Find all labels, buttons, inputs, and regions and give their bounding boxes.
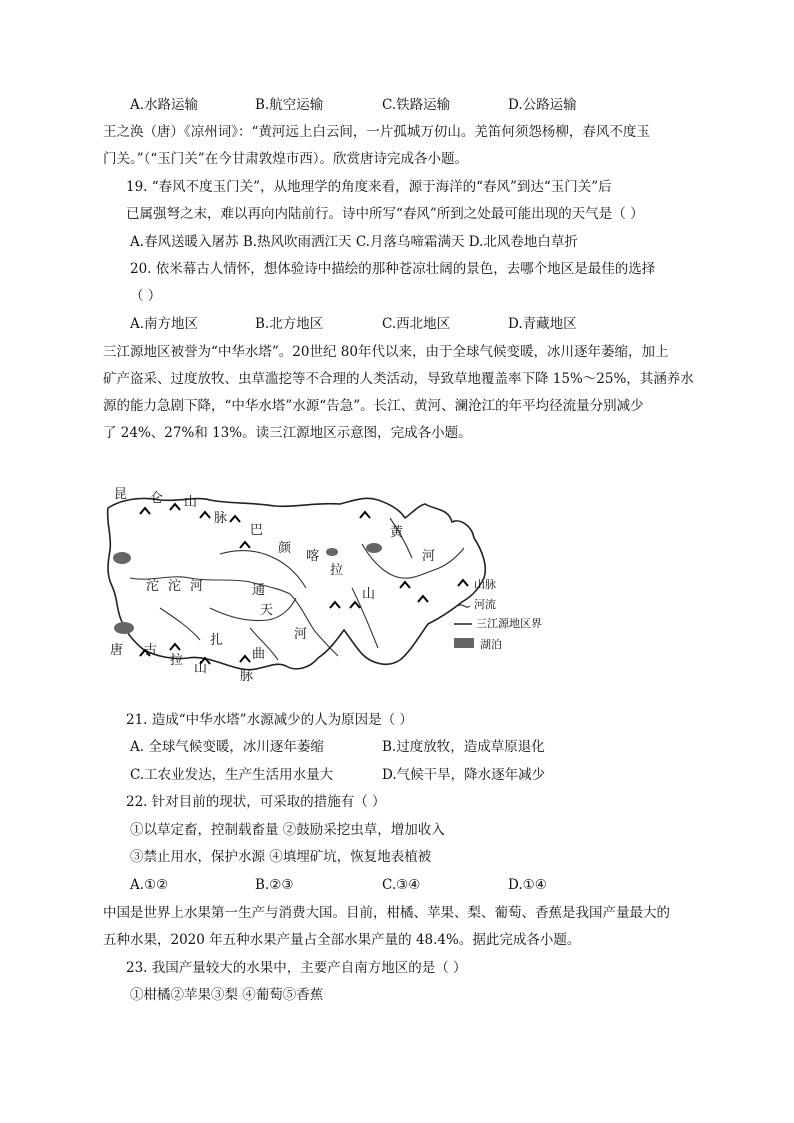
region-boundary	[108, 498, 486, 669]
map-label-tanggula-3: 拉	[170, 653, 184, 668]
lake	[366, 543, 382, 553]
map-legend	[454, 578, 542, 651]
sanjiang-intro-line-1: 三江源地区被誉为“中华水塔”。20世纪 80年代以来，由于全球气候变暖，冰川逐年萎缩，加上	[103, 344, 669, 360]
map-label-huanghe-1: 黄	[390, 525, 404, 540]
q21-option-d: D.气候干旱，降水逐年减少	[382, 767, 546, 783]
branch-river-2	[160, 608, 200, 640]
map-label-kunlun-4: 脉	[214, 511, 228, 526]
map-label-zaqu-2: 曲	[252, 647, 266, 662]
map-label-bayan-2: 颜	[278, 541, 292, 556]
q22-stem: 22. 针对目前的现状，可采取的措施有（ ）	[126, 794, 386, 810]
map-label-zaqu-1: 扎	[210, 633, 224, 648]
q18-option-b: B.航空运输	[255, 97, 324, 113]
sanjiang-intro-line-2: 矿产盗采、过度放牧、虫草滥挖等不合理的人类活动，导致草地覆盖率下降 15%～25%，其涵养水	[103, 371, 694, 387]
mountain-symbol	[140, 504, 428, 664]
legend-mountain-label: 山脉	[474, 578, 496, 591]
map-label-tanggula-2: 古	[144, 643, 158, 658]
legend-boundary-label: 三江源地区界	[476, 617, 542, 630]
q21-stem: 21. 造成“中华水塔”水源减少的人为原因是（ ）	[126, 712, 413, 728]
sanjiang-intro-line-4: 了 24%、27%和 13%。读三江源地区示意图，完成各小题。	[103, 425, 472, 441]
q22-option-b: B.②③	[255, 877, 294, 893]
q23-stem: 23. 我国产量较大的水果中，主要产自南方地区的是（ ）	[126, 960, 467, 976]
q20-option-c: C.西北地区	[382, 316, 451, 332]
map-label-bayan-4: 拉	[330, 563, 344, 578]
map-label-tongtian-2: 天	[260, 603, 274, 618]
q22-items-line-1: ①以草定畜，控制载畜量 ②鼓励采挖虫草，增加收入	[130, 822, 445, 838]
map-label-tongtian-3: 河	[294, 627, 308, 642]
q19-stem-line-2: 已属强弩之末，难以再向内陆前行。诗中所写“春风”所到之处最可能出现的天气是（ ）	[126, 206, 644, 222]
map-label-tanggula-4: 山	[194, 661, 208, 676]
q22-option-a: A.①②	[130, 877, 169, 893]
lake	[114, 622, 134, 634]
map-label-tuotuo-1: 沱	[146, 579, 160, 594]
map-label-huanghe-2: 河	[422, 549, 436, 564]
map-label-tuotuo-2: 沱	[168, 579, 182, 594]
fruit-intro-line-1: 中国是世界上水果第一生产与消费大国。目前，柑橘、苹果、梨、葡萄、香蕉是我国产量最大的	[103, 905, 670, 921]
q20-option-b: B.北方地区	[255, 316, 324, 332]
branch-river-1	[210, 598, 296, 621]
q20-option-a: A.南方地区	[130, 316, 199, 332]
sanjiang-intro-line-3: 源的能力急剧下降，“中华水塔”水源“告急”。长江、黄河、澜沧江的年平均径流量分别减少	[103, 398, 644, 414]
q23-items: ①柑橘②苹果③梨 ④葡萄⑤香蕉	[130, 987, 324, 1003]
map-label-kunlun-3: 山	[184, 495, 198, 510]
q20-stem-line-1: 20. 依米幕古人情怀，想体验诗中描绘的那种苍凉壮阔的景色，去哪个地区是最佳的选择	[130, 261, 656, 277]
map-label-kunlun-1: 昆	[114, 487, 128, 502]
legend-lake-symbol	[454, 638, 474, 648]
map-label-tanggula-5: 脉	[240, 669, 254, 684]
legend-mountain-symbol	[458, 580, 468, 586]
map-label-shan: 山	[362, 587, 376, 602]
map-label-tanggula-1: 唐	[110, 643, 124, 658]
map-label-bayan-1: 巴	[250, 523, 264, 538]
q19-options: A.春风送暖入屠苏 B.热风吹雨洒江天 C.月落乌啼霜满天 D.北风卷地白草折	[130, 234, 578, 250]
q21-option-a: A. 全球气候变暖，冰川逐年萎缩	[130, 739, 324, 755]
map-label-tuotuo-3: 河	[190, 579, 204, 594]
map-label-bayan-3: 喀	[306, 549, 320, 564]
lake	[326, 548, 338, 556]
q20-stem-line-2: （ ）	[130, 288, 162, 304]
poem-intro-line-2: 门关。”（“玉门关”在今甘肃敦煌市西）。欣赏唐诗完成各小题。	[103, 151, 468, 167]
map-svg	[100, 478, 580, 690]
q18-option-a: A.水路运输	[130, 97, 199, 113]
q18-option-d: D.公路运输	[508, 97, 577, 113]
q21-option-c: C.工农业发达，生产生活用水量大	[130, 767, 334, 783]
q21-option-b: B.过度放牧，造成草原退化	[382, 739, 545, 755]
legend-river-label: 河流	[474, 598, 496, 611]
q22-option-c: C.③④	[382, 877, 421, 893]
lake	[113, 552, 131, 564]
q22-option-d: D.①④	[508, 877, 547, 893]
poem-intro-line-1: 王之涣（唐）《凉州词》：“黄河远上白云间，一片孤城万仞山。羌笛何须怨杨柳，春风不度玉	[103, 124, 650, 140]
q18-option-c: C.铁路运输	[382, 97, 451, 113]
q19-stem-line-1: 19. “春风不度玉门关”，从地理学的角度来看，源于海洋的“春风”到达“玉门关”后	[126, 179, 612, 195]
q22-items-line-2: ③禁止用水，保护水源 ④填埋矿坑，恢复地表植被	[130, 849, 432, 865]
sanjiangyuan-map	[100, 478, 580, 690]
legend-lake-label: 湖泊	[480, 638, 502, 651]
legend-river-symbol	[458, 605, 470, 607]
map-label-kunlun-2: 仑	[150, 491, 164, 506]
q20-option-d: D.青藏地区	[508, 316, 577, 332]
map-label-tongtian-1: 通	[252, 583, 266, 598]
fruit-intro-line-2: 五种水果，2020 年五种水果产量占全部水果产量的 48.4%。据此完成各小题。	[103, 932, 581, 948]
